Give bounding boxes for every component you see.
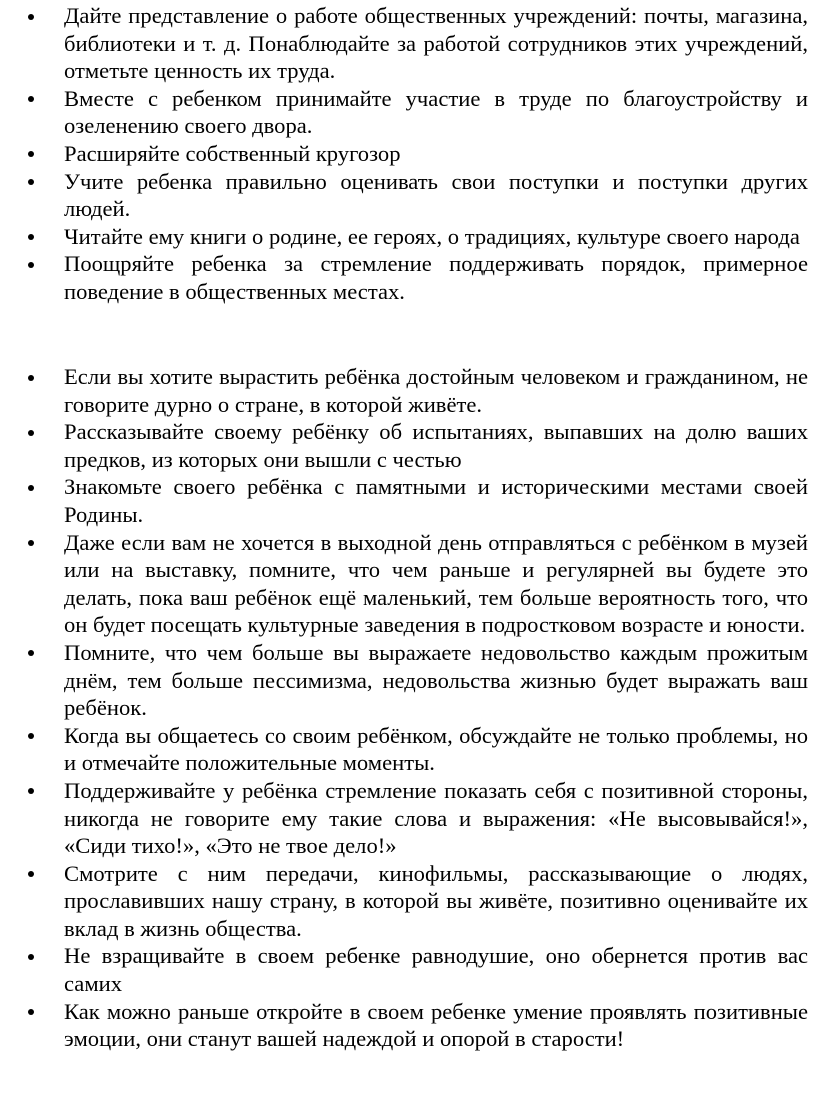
bullet-icon: [28, 151, 34, 157]
list-item-text: Читайте ему книги о родине, ее героях, о традициях, культуре своего народа: [64, 223, 800, 249]
list-item-text: Как можно раньше откройте в своем ребенке умение проявлять позитивные эмоции, они станут вашей надеждой и опорой в старости!: [64, 998, 808, 1052]
list-item-text: Рассказывайте своему ребёнку об испытаниях, выпавших на долю ваших предков, из которых они вышли с честью: [64, 419, 808, 472]
list-item: [0, 529, 816, 639]
bullet-icon: [28, 650, 34, 656]
list-item-text: Когда вы общаетесь со своим ребёнком, обсуждайте не только проблемы, но и отмечайте положительные моменты.: [64, 722, 808, 776]
bullet-icon: [28, 1009, 34, 1015]
advice-list-second: [0, 363, 816, 1053]
bullet-icon: [28, 954, 34, 960]
bullet-icon: [28, 234, 34, 240]
list-item: [0, 250, 816, 305]
list-item: [0, 223, 816, 251]
bullet-icon: [28, 485, 34, 491]
advice-list-first: [0, 2, 816, 306]
bullet-icon: [28, 871, 34, 877]
bullet-icon: [28, 788, 34, 794]
list-item-text: Дайте представление о работе общественных учреждений: почты, магазина, библиотеки и т. д. Понаблюдайте за работой сотрудников этих учреждений, отметьте ценность их труда.: [64, 3, 808, 84]
list-item: [0, 777, 816, 860]
list-item-text: Поощряйте ребенка за стремление поддерживать порядок, примерное поведение в общественных местах.: [64, 251, 808, 304]
list-item: [0, 168, 816, 223]
bullet-icon: [28, 430, 34, 436]
list-item-text: Знакомьте своего ребёнка с памятными и историческими местами своей Родины.: [64, 474, 808, 527]
list-item-text: Учите ребенка правильно оценивать свои поступки и поступки других людей.: [64, 168, 808, 222]
list-item: [0, 722, 816, 777]
list-item-text: Помните, что чем больше вы выражаете недовольство каждым прожитым днём, тем больше пессимизма, недовольства жизнью будет выражать ваш ребёнок.: [64, 639, 808, 721]
bullet-icon: [28, 96, 34, 102]
bullet-icon: [28, 733, 34, 739]
bullet-icon: [28, 179, 34, 185]
list-item: [0, 860, 816, 943]
list-item: [0, 473, 816, 528]
list-item-text: Вместе с ребенком принимайте участие в труде по благоустройству и озеленению своего двора.: [64, 85, 808, 139]
list-item: [0, 639, 816, 722]
list-item: [0, 363, 816, 418]
list-item: [0, 140, 816, 168]
list-item-text: Не взращивайте в своем ребенке равнодушие, оно обернется против вас самих: [64, 943, 808, 997]
list-item-text: Смотрите с ним передачи, кинофильмы, рассказывающие о людях, прославивших нашу страну, в которой вы живёте, позитивно оценивайте их вклад в жизнь общества.: [64, 860, 808, 941]
list-item: [0, 2, 816, 85]
bullet-icon: [28, 14, 34, 20]
list-item-text: Поддерживайте у ребёнка стремление показать себя с позитивной стороны, никогда не говорите ему такие слова и выражения: «Не высовывайся!», «Сиди тихо!», «Это не твое дело!»: [64, 777, 808, 859]
bullet-icon: [28, 540, 34, 546]
bullet-icon: [28, 262, 34, 268]
list-item-text: Если вы хотите вырастить ребёнка достойным человеком и гражданином, не говорите дурно о стране, в которой живёте.: [64, 364, 808, 417]
bullet-icon: [28, 375, 34, 381]
list-item-text: Расширяйте собственный кругозор: [64, 140, 401, 166]
list-item: [0, 942, 816, 997]
list-item: [0, 998, 816, 1053]
list-item: [0, 85, 816, 140]
list-item-text: Даже если вам не хочется в выходной день отправляться с ребёнком в музей или на выставку, помните, что чем раньше и регулярней вы будете это делать, пока ваш ребёнок ещё маленький, тем больше вероятность того, что он будет посещать культурные заведения в подростковом возрасте и юности.: [64, 529, 808, 638]
list-item: [0, 418, 816, 473]
